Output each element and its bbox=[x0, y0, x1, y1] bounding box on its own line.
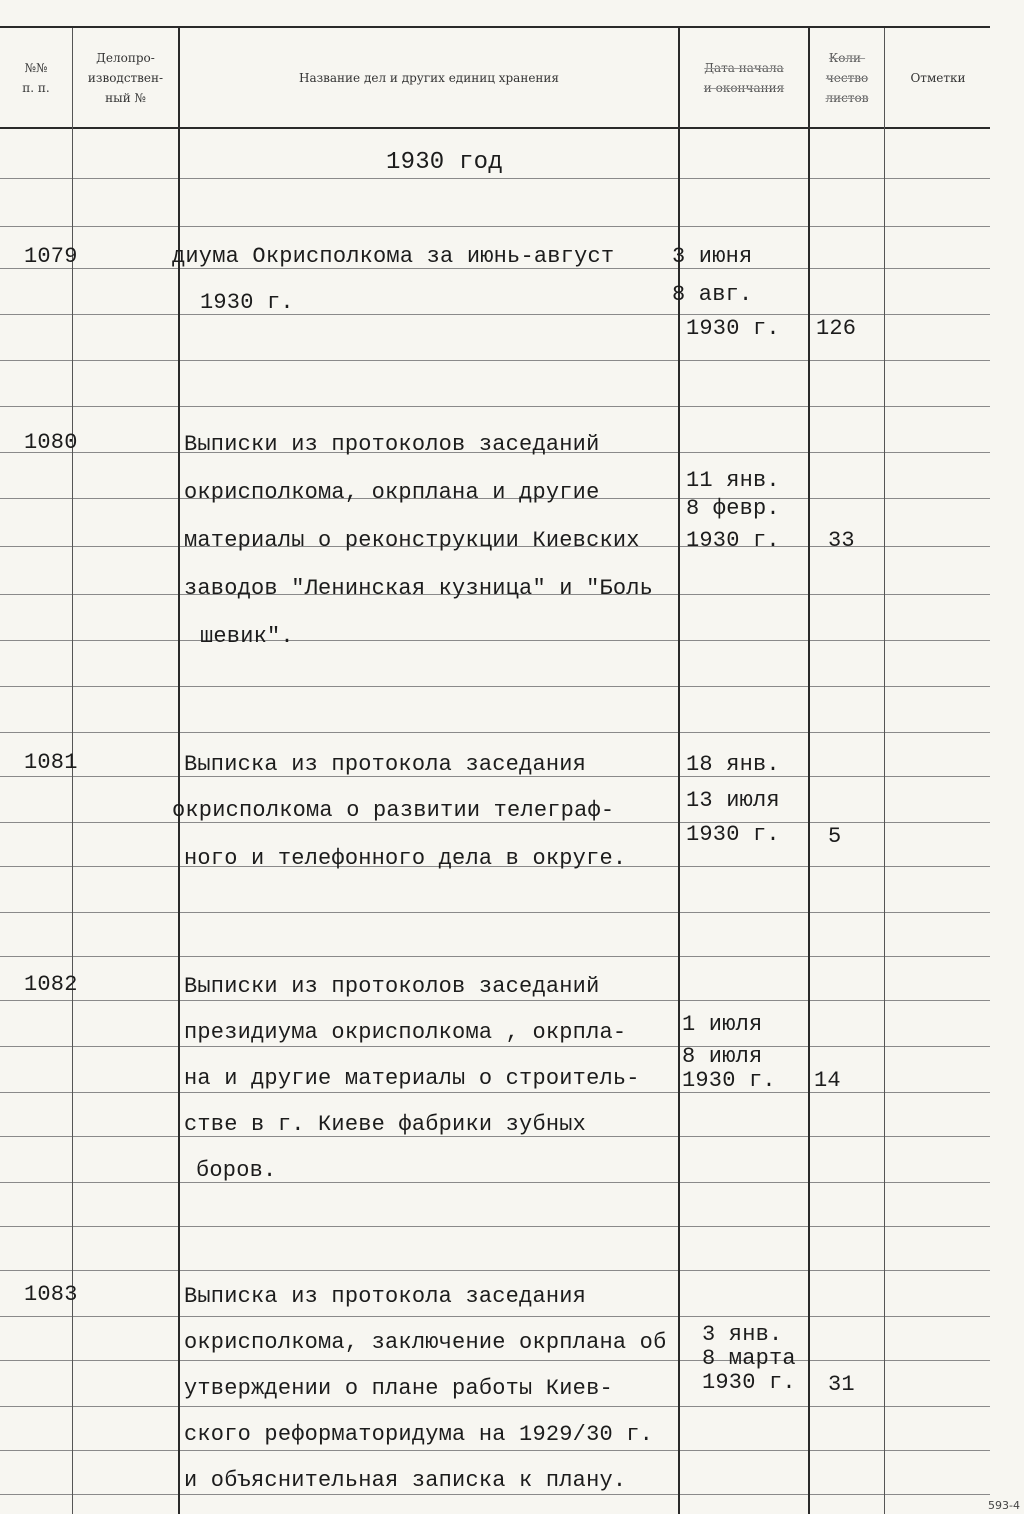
rule bbox=[0, 1182, 990, 1183]
record-date-year: 1930 г. bbox=[682, 1068, 776, 1093]
rule bbox=[0, 406, 990, 407]
record-title-line: окрисполкома, заключение окрплана об bbox=[184, 1330, 667, 1355]
record-sheet-count: 5 bbox=[828, 824, 842, 849]
record-date-year: 1930 г. bbox=[702, 1370, 796, 1395]
record-number: 1081 bbox=[24, 750, 78, 775]
record-title-line: президиума окрисполкома , окрпла- bbox=[184, 1020, 627, 1045]
record-date-start: 1 июля bbox=[682, 1012, 763, 1037]
record-date-start: 11 янв. bbox=[686, 468, 780, 493]
record-title-line: на и другие материалы о строитель- bbox=[184, 1066, 640, 1091]
top-border bbox=[0, 26, 990, 28]
record-title-line: Выписки из протоколов заседаний bbox=[184, 974, 600, 999]
rule bbox=[0, 226, 990, 227]
header-notes: Отметки bbox=[910, 71, 966, 85]
record-title-line: шевик". bbox=[200, 624, 294, 649]
record-title-line: окрисполкома о развитии телеграф- bbox=[172, 798, 615, 823]
record-sheet-count: 14 bbox=[814, 1068, 841, 1093]
record-title-line: стве в г. Киеве фабрики зубных bbox=[184, 1112, 587, 1137]
rule bbox=[0, 1046, 990, 1047]
record-date-year: 1930 г. bbox=[686, 528, 780, 553]
rule bbox=[0, 1092, 990, 1093]
record-date-start: 3 янв. bbox=[702, 1322, 783, 1347]
record-title-line: ского реформаторидума на 1929/30 г. bbox=[184, 1422, 654, 1447]
header-dates: Дата начала и окончания bbox=[703, 61, 785, 95]
record-number: 1083 bbox=[24, 1282, 78, 1307]
record-date-end: 8 июля bbox=[682, 1044, 763, 1069]
rule bbox=[0, 912, 990, 913]
record-title-line: утверждении о плане работы Киев- bbox=[184, 1376, 613, 1401]
col-divider bbox=[884, 28, 885, 1514]
record-number: 1080 bbox=[24, 430, 78, 455]
rule bbox=[0, 1000, 990, 1001]
rule bbox=[0, 1226, 990, 1227]
record-title-line: окрисполкома, окрплана и другие bbox=[184, 480, 600, 505]
header-title: Название дел и других единиц хранения bbox=[298, 71, 559, 85]
record-title-line: Выписки из протоколов заседаний bbox=[184, 432, 600, 457]
rule bbox=[0, 956, 990, 957]
record-sheet-count: 33 bbox=[828, 528, 855, 553]
record-title-line: Выписка из протокола заседания bbox=[184, 1284, 587, 1309]
header-office-number: Делопро- изводствен- ный № bbox=[87, 51, 164, 105]
record-title-line: 1930 г. bbox=[200, 290, 294, 315]
record-title-line: материалы о реконструкции Киевских bbox=[184, 528, 640, 553]
rule bbox=[0, 1450, 990, 1451]
record-date-end: 8 авг. bbox=[672, 282, 753, 307]
rule bbox=[0, 178, 990, 179]
header-number: №№ п. п. bbox=[22, 61, 50, 95]
record-date-start: 3 июня bbox=[672, 244, 753, 269]
record-number: 1079 bbox=[24, 244, 78, 269]
rule bbox=[0, 640, 990, 641]
page-stamp: 593-4 bbox=[988, 1499, 1020, 1512]
record-date-start: 18 янв. bbox=[686, 752, 780, 777]
year-heading: 1930 год bbox=[386, 149, 503, 176]
record-sheet-count: 126 bbox=[816, 316, 857, 341]
record-sheet-count: 31 bbox=[828, 1372, 855, 1397]
col-divider bbox=[808, 28, 810, 1514]
record-number: 1082 bbox=[24, 972, 78, 997]
rule bbox=[0, 1270, 990, 1271]
rule bbox=[0, 360, 990, 361]
record-title-line: диума Окрисполкома за июнь-август bbox=[172, 244, 615, 269]
rule bbox=[0, 1494, 990, 1495]
record-title-line: Выписка из протокола заседания bbox=[184, 752, 587, 777]
record-date-year: 1930 г. bbox=[686, 822, 780, 847]
record-title-line: и объяснительная записка к плану. bbox=[184, 1468, 627, 1493]
record-date-end: 8 февр. bbox=[686, 496, 780, 521]
rule bbox=[0, 1406, 990, 1407]
record-title-line: заводов "Ленинская кузница" и "Боль bbox=[184, 576, 654, 601]
record-date-year: 1930 г. bbox=[686, 316, 780, 341]
header-sheets: Коли- чество листов bbox=[825, 51, 869, 105]
header-bottom-border bbox=[0, 127, 990, 129]
record-title-line: ного и телефонного дела в округе. bbox=[184, 846, 627, 871]
rule bbox=[0, 732, 990, 733]
record-date-end: 13 июля bbox=[686, 788, 780, 813]
rule bbox=[0, 314, 990, 315]
record-date-end: 8 марта bbox=[702, 1346, 796, 1371]
record-title-line: боров. bbox=[196, 1158, 277, 1183]
rule bbox=[0, 1360, 990, 1361]
rule bbox=[0, 1316, 990, 1317]
rule bbox=[0, 686, 990, 687]
